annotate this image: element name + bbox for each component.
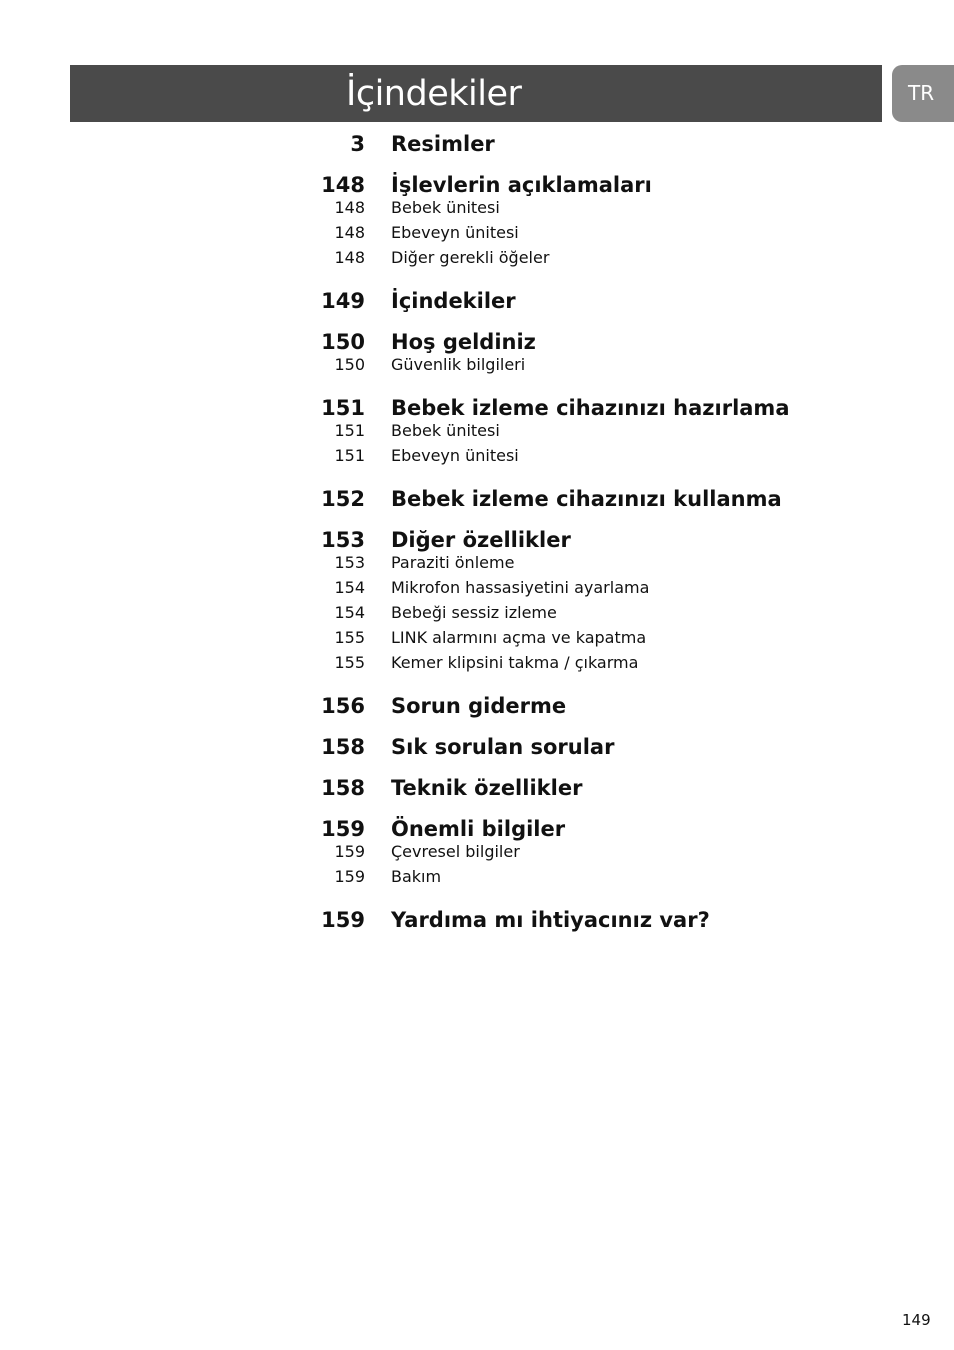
toc-subitem: [300, 578, 900, 603]
toc-heading-title: Sorun giderme: [391, 694, 567, 718]
toc-heading-title: Önemli bilgiler: [391, 817, 566, 841]
toc-heading-title: Resimler: [391, 132, 495, 156]
toc-subitem-title: Bebeği sessiz izleme: [391, 603, 557, 622]
toc-subitem-page: 148: [334, 223, 365, 242]
toc-heading-title: Hoş geldiniz: [391, 330, 536, 354]
toc-subitem: [300, 355, 900, 380]
toc-heading-page: 149: [321, 289, 365, 313]
toc-subitem-page: 148: [334, 248, 365, 267]
toc-subitem-page: 150: [334, 355, 365, 374]
toc-subitem-page: 148: [334, 198, 365, 217]
toc-subitem-title: Mikrofon hassasiyetini ayarlama: [391, 578, 650, 597]
toc-heading: [300, 287, 900, 328]
toc-heading-title: Bebek izleme cihazınızı hazırlama: [391, 396, 790, 420]
toc-heading-title: İşlevlerin açıklamaları: [391, 173, 652, 197]
toc-heading-title: İçindekiler: [391, 289, 516, 313]
toc-heading-page: 158: [321, 776, 365, 800]
toc-subitem: [300, 223, 900, 248]
toc-heading-title: Yardıma mı ihtiyacınız var?: [391, 908, 710, 932]
toc-subitem-title: Bebek ünitesi: [391, 421, 500, 440]
toc-subitem: [300, 553, 900, 578]
toc-subitem-page: 151: [334, 421, 365, 440]
toc-subitem-page: 154: [334, 603, 365, 622]
toc-subitem-title: Paraziti önleme: [391, 553, 515, 572]
title-bar: [70, 65, 882, 122]
toc-subitem-title: Güvenlik bilgileri: [391, 355, 526, 374]
toc-heading-page: 151: [321, 396, 365, 420]
toc-heading-page: 152: [321, 487, 365, 511]
toc-subitem: [300, 248, 900, 273]
toc-subitem-page: 153: [334, 553, 365, 572]
toc-subitem-title: Ebeveyn ünitesi: [391, 446, 519, 465]
toc-subitem: [300, 198, 900, 223]
toc-subitem-title: Kemer klipsini takma / çıkarma: [391, 653, 639, 672]
toc-heading-title: Diğer özellikler: [391, 528, 571, 552]
toc-heading-title: Bebek izleme cihazınızı kullanma: [391, 487, 782, 511]
toc-subitem: [300, 421, 900, 446]
toc-heading: [300, 485, 900, 526]
toc-subitem-title: Çevresel bilgiler: [391, 842, 520, 861]
toc-subitem-page: 155: [334, 653, 365, 672]
toc-subitem-page: 155: [334, 628, 365, 647]
toc-subitem-page: 151: [334, 446, 365, 465]
toc-heading-page: 158: [321, 735, 365, 759]
toc-subitem: [300, 603, 900, 628]
toc-heading: [300, 906, 900, 947]
toc-subitem-title: Bebek ünitesi: [391, 198, 500, 217]
toc-subitem-title: Diğer gerekli öğeler: [391, 248, 550, 267]
language-tab: TR: [892, 65, 954, 122]
toc-subitem: [300, 867, 900, 892]
toc-subitem-page: 159: [334, 842, 365, 861]
toc-heading-title: Teknik özellikler: [391, 776, 583, 800]
toc-heading-page: 148: [321, 173, 365, 197]
page-number: 149: [902, 1311, 931, 1329]
toc-heading-page: 156: [321, 694, 365, 718]
toc-subitem-page: 154: [334, 578, 365, 597]
toc-subitem-page: 159: [334, 867, 365, 886]
toc-heading: [300, 130, 900, 171]
toc-heading-page: 3: [350, 132, 365, 156]
toc-subitem-title: LINK alarmını açma ve kapatma: [391, 628, 647, 647]
toc-subitem: [300, 628, 900, 653]
toc-heading: [300, 692, 900, 733]
toc-heading-page: 159: [321, 908, 365, 932]
toc-heading: [300, 774, 900, 815]
toc-subitem: [300, 842, 900, 867]
toc-subitem-title: Ebeveyn ünitesi: [391, 223, 519, 242]
page-title: İçindekiler: [346, 74, 522, 114]
table-of-contents: [300, 130, 900, 947]
toc-heading: [300, 733, 900, 774]
toc-heading-title: Sık sorulan sorular: [391, 735, 615, 759]
toc-heading-page: 153: [321, 528, 365, 552]
toc-heading-page: 159: [321, 817, 365, 841]
toc-heading-page: 150: [321, 330, 365, 354]
toc-subitem: [300, 446, 900, 471]
toc-subitem: [300, 653, 900, 678]
toc-subitem-title: Bakım: [391, 867, 442, 886]
